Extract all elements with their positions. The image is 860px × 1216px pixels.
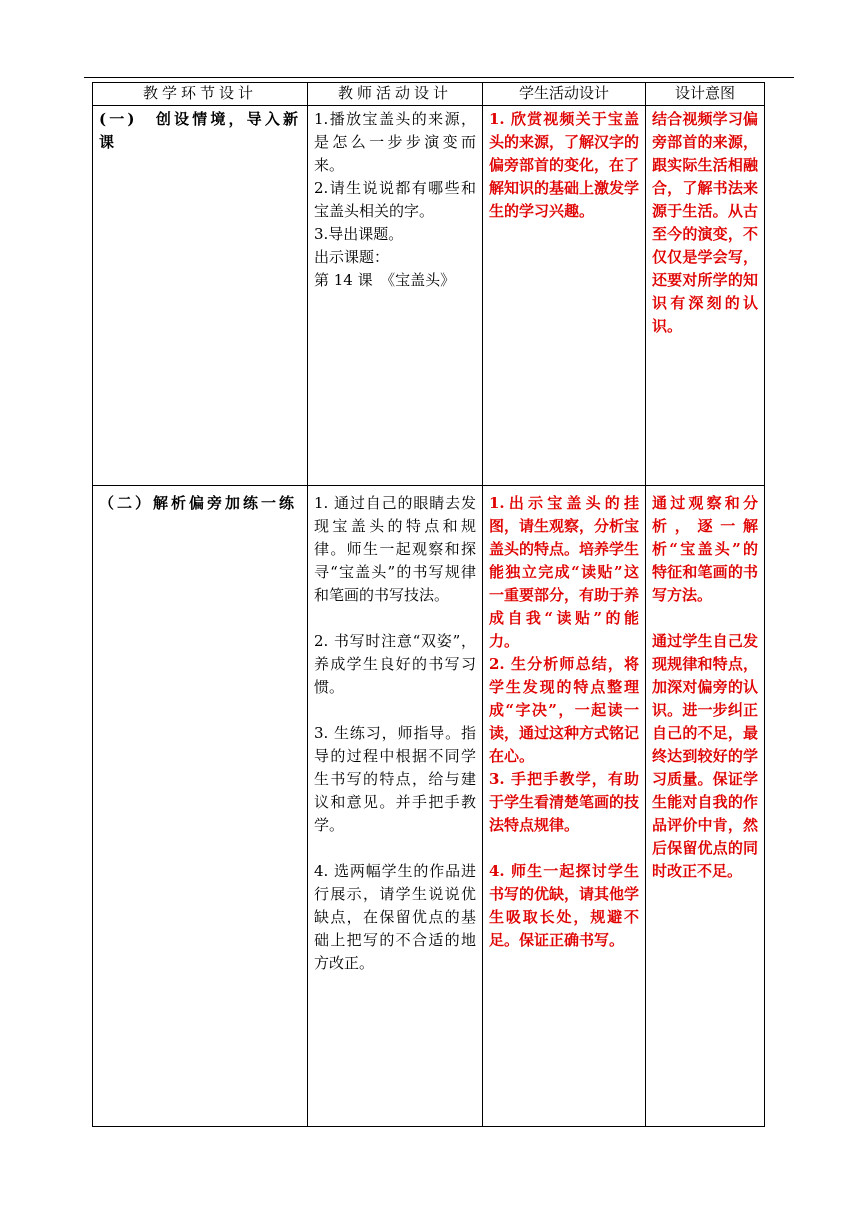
table-row	[93, 106, 765, 486]
student-activity-cell	[483, 106, 646, 486]
table-row	[93, 486, 765, 1127]
header-stage: 教学环节设计	[93, 83, 308, 106]
stage-cell	[93, 486, 308, 1127]
stage-title: （二）解析偏旁加练一练	[99, 494, 298, 512]
teacher-step: 2. 书写时注意“双姿”，养成学生良好的书写习惯。	[314, 632, 476, 696]
teacher-step: 2.请生说说都有哪些和宝盖头相关的字。	[314, 179, 476, 220]
student-step: 3. 手把手教学，有助于学生看清楚笔画的技法特点规律。	[489, 770, 640, 834]
intent-text: 通过观察和分析，逐一解析“宝盖头”的特征和笔画的书写方法。	[652, 494, 758, 604]
header-student: 学生活动设计	[483, 83, 646, 106]
header-teacher: 教师活动设计	[308, 83, 483, 106]
teacher-step: 3.导出课题。	[314, 225, 404, 243]
teacher-step: 出示课题：	[314, 248, 390, 266]
header-intent: 设计意图	[646, 83, 765, 106]
student-step: 2. 生分析师总结，将学生发现的特点整理成“字决”，一起读一读，通过这种方式铭记在心。	[489, 655, 640, 765]
design-intent-cell	[646, 486, 765, 1127]
table-header-row	[93, 83, 765, 106]
design-intent-cell	[646, 106, 765, 486]
lesson-plan-table	[92, 82, 765, 1127]
header-rule	[84, 77, 794, 78]
teacher-step: 第 14 课 《宝盖头》	[314, 271, 456, 289]
teacher-step: 1.播放宝盖头的来源，是怎么一步步演变而来。	[314, 110, 476, 174]
student-activity-cell	[483, 486, 646, 1127]
teacher-step: 1. 通过自己的眼睛去发现宝盖头的特点和规律。师生一起观察和探寻“宝盖头”的书写规律和笔画的书写技法。	[314, 494, 476, 604]
student-step: 1.出示宝盖头的挂图，请生观察，分析宝盖头的特点。培养学生能独立完成“读贴”这一重要部分，有助于养成自我“读贴”的能力。	[489, 494, 640, 650]
intent-text: 结合视频学习偏旁部首的来源，跟实际生活相融合，了解书法来源于生活。从古至今的演变，不仅仅是学会写，还要对所学的知识有深刻的认识。	[652, 110, 758, 335]
teacher-step: 3. 生练习，师指导。指导的过程中根据不同学生书写的特点，给与建议和意见。并手把手教学。	[314, 724, 476, 834]
teacher-activity-cell	[308, 486, 483, 1127]
student-step: 4. 师生一起探讨学生书写的优缺，请其他学生吸取长处，规避不足。保证正确书写。	[489, 862, 640, 949]
teacher-activity-cell	[308, 106, 483, 486]
stage-title: (一) 创设情境，导入新课	[99, 110, 301, 151]
student-step: 1. 欣赏视频关于宝盖头的来源，了解汉字的偏旁部首的变化，在了解知识的基础上激发学生的学习兴趣。	[489, 110, 640, 220]
teacher-step: 4. 选两幅学生的作品进行展示，请学生说说优缺点，在保留优点的基础上把写的不合适的地方改正。	[314, 862, 476, 972]
intent-text: 通过学生自己发现规律和特点，加深对偏旁的认识。进一步纠正自己的不足，最终达到较好的学习质量。保证学生能对自我的作品评价中肯，然后保留优点的同时改正不足。	[652, 632, 758, 880]
stage-cell	[93, 106, 308, 486]
